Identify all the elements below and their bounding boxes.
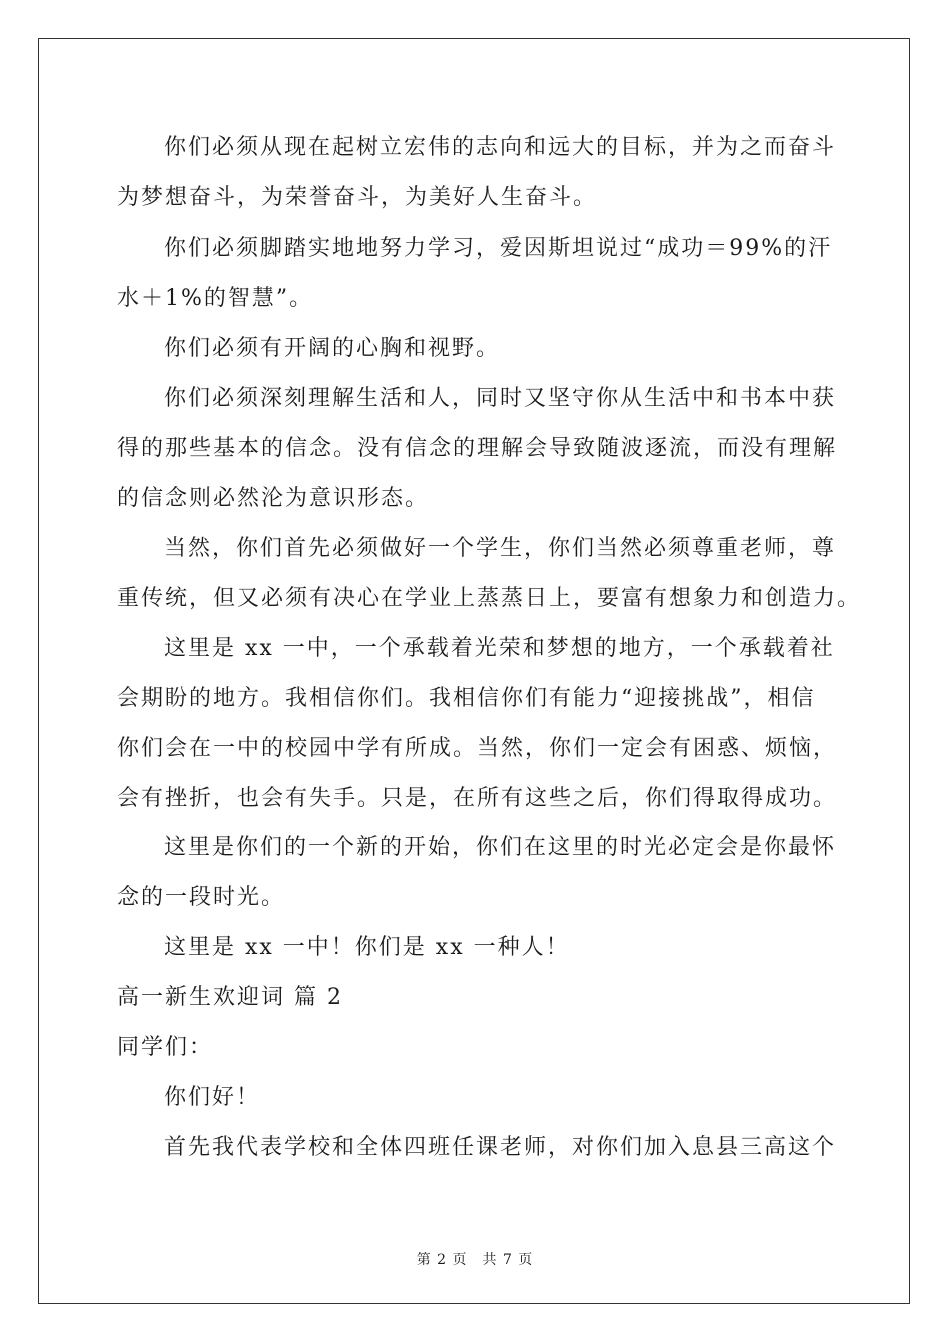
paragraph-line: 的信念则必然沦为意识形态。 <box>117 486 430 511</box>
paragraph-line: 会有挫折，也会有失手。只是，在所有这些之后，你们得取得成功。 <box>117 786 838 811</box>
paragraph-line: 会期盼的地方。我相信你们。我相信你们有能力“迎接挑战”，相信 <box>117 686 816 711</box>
paragraph-line: 你们必须脚踏实地地努力学习，爱因斯坦说过“成功＝99%的汗 <box>164 236 833 261</box>
paragraph-line: 你们必须深刻理解生活和人，同时又坚守你从生活中和书本中获 <box>164 386 837 411</box>
paragraph-line: 得的那些基本的信念。没有信念的理解会导致随波逐流，而没有理解 <box>117 436 838 461</box>
paragraph-line: 你们会在一中的校园中学有所成。当然，你们一定会有困惑、烦恼， <box>117 736 838 761</box>
paragraph-line: 首先我代表学校和全体四班任课老师，对你们加入息县三高这个 <box>164 1135 837 1160</box>
section-heading: 高一新生欢迎词 篇 2 <box>117 985 343 1010</box>
paragraph-line: 这里是 xx 一中，一个承载着光荣和梦想的地方，一个承载着社 <box>164 636 835 661</box>
page-border <box>38 38 910 1304</box>
paragraph-line: 你们必须有开阔的心胸和视野。 <box>164 336 501 361</box>
paragraph-line: 重传统，但又必须有决心在学业上蒸蒸日上，要富有想象力和创造力。 <box>117 586 862 611</box>
page-number: 第 2 页 共 7 页 <box>416 1252 534 1268</box>
paragraph-line: 当然，你们首先必须做好一个学生，你们当然必须尊重老师，尊 <box>164 536 837 561</box>
paragraph-line: 为梦想奋斗，为荣誉奋斗，为美好人生奋斗。 <box>117 185 598 210</box>
greeting: 你们好！ <box>164 1085 261 1110</box>
paragraph-line: 你们必须从现在起树立宏伟的志向和远大的目标，并为之而奋斗 <box>164 135 837 160</box>
paragraph-line: 这里是你们的一个新的开始，你们在这里的时光必定会是你最怀 <box>164 835 837 860</box>
paragraph-line: 念的一段时光。 <box>117 885 286 910</box>
paragraph-line: 水＋1%的智慧”。 <box>117 286 314 311</box>
paragraph-line: 这里是 xx 一中！你们是 xx 一种人！ <box>164 935 570 960</box>
salutation: 同学们： <box>117 1035 214 1060</box>
